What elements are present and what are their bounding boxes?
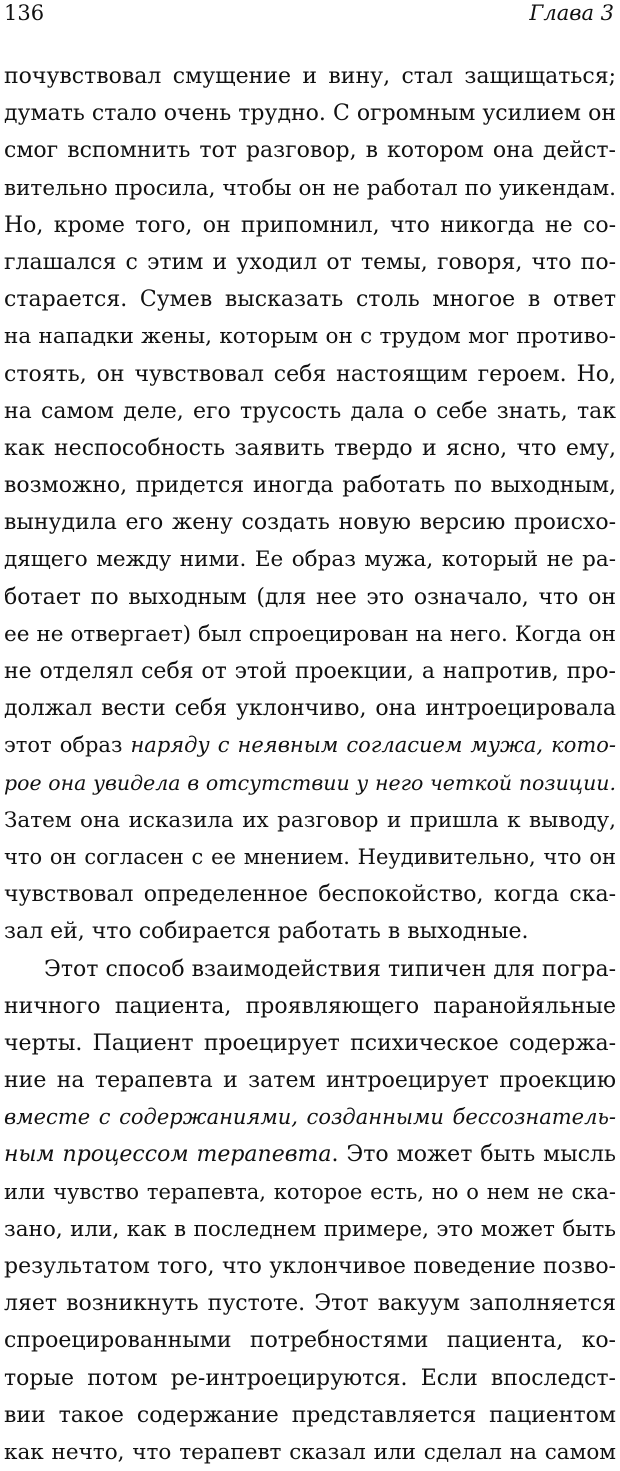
text-line bbox=[4, 170, 616, 207]
text-line bbox=[4, 876, 616, 913]
text-run: черты. Пациент проецирует психическое содержа- bbox=[4, 1031, 616, 1056]
italic-text: ным процессом терапевта bbox=[4, 1142, 332, 1167]
page-number: 136 bbox=[4, 0, 44, 26]
text-run: Затем она исказила их разговор и пришла к выводу, bbox=[4, 808, 616, 833]
text-run: результатом того, что уклончивое поведение позво- bbox=[4, 1254, 616, 1279]
text-line bbox=[4, 281, 616, 318]
text-run: не отделял себя от этой проекции, а напротив, про- bbox=[4, 659, 616, 684]
text-line bbox=[4, 95, 616, 132]
text-line bbox=[4, 318, 616, 355]
text-run: торые потом ре-интроецируются. Если впоследст- bbox=[4, 1366, 616, 1391]
text-run: дящего между ними. Ее образ мужа, который не ра- bbox=[4, 547, 616, 572]
text-run: должал вести себя уклончиво, она интроецировала bbox=[4, 696, 616, 721]
text-line bbox=[4, 1322, 616, 1359]
text-run: старается. Сумев высказать столь многое в ответ bbox=[4, 287, 616, 312]
text-line bbox=[4, 1099, 616, 1136]
text-run: возможно, придется иногда работать по выходным, bbox=[4, 473, 616, 498]
text-run: ние на терапевта и затем интроецирует проекцию bbox=[4, 1068, 616, 1093]
text-line bbox=[4, 207, 616, 244]
text-run: зал ей, что собирается работать в выходные. bbox=[4, 919, 529, 944]
italic-text: вместе с содержаниями, созданными бессознатель- bbox=[4, 1105, 616, 1129]
text-run: ничного пациента, проявляющего паранойяльные bbox=[4, 994, 616, 1019]
text-line bbox=[4, 1136, 616, 1173]
text-line bbox=[4, 132, 616, 169]
italic-text: наряду с неявным согласием мужа, кото- bbox=[130, 733, 616, 757]
text-run: на самом деле, его трусость дала о себе знать, так bbox=[4, 399, 616, 424]
text-line bbox=[4, 839, 616, 876]
body-text bbox=[4, 58, 616, 1471]
text-line bbox=[4, 727, 616, 764]
text-line bbox=[4, 541, 616, 578]
text-run: Этот способ взаимодействия типичен для погра- bbox=[44, 957, 616, 982]
text-run: смог вспомнить тот разговор, в котором она дейст- bbox=[4, 138, 616, 163]
text-run: думать стало очень трудно. С огромным усилием он bbox=[4, 101, 616, 126]
text-line bbox=[4, 393, 616, 430]
text-line bbox=[4, 616, 616, 653]
text-run: . Это может быть мысль bbox=[332, 1142, 616, 1167]
text-line bbox=[4, 1248, 616, 1285]
paragraph bbox=[4, 58, 616, 951]
text-run: вынудила его жену создать новую версию происхо- bbox=[4, 510, 616, 535]
text-line bbox=[4, 1062, 616, 1099]
text-line bbox=[4, 1360, 616, 1397]
text-line bbox=[4, 765, 616, 802]
text-run: ее не отвергает) был спроецирован на него. Когда он bbox=[4, 622, 616, 647]
text-run: как нечто, что терапевт сказал или сделал на самом bbox=[4, 1440, 616, 1465]
italic-text: рое она увидела в отсутствии у него четкой позиции. bbox=[4, 771, 616, 795]
text-run: глашался с этим и уходил от темы, говоря, что по- bbox=[4, 250, 616, 275]
text-line bbox=[4, 244, 616, 281]
text-run: или чувство терапевта, которое есть, но о нем не ска- bbox=[4, 1180, 616, 1204]
text-run: вительно просила, чтобы он не работал по уикендам. bbox=[4, 176, 616, 201]
text-line bbox=[4, 653, 616, 690]
running-header bbox=[4, 0, 614, 30]
paragraph bbox=[4, 951, 616, 1471]
text-line bbox=[4, 1211, 616, 1248]
text-run: ботает по выходным (для нее это означало, что он bbox=[4, 585, 616, 610]
text-run: что он согласен с ее мнением. Неудивительно, что он bbox=[4, 845, 616, 869]
text-line bbox=[4, 1434, 616, 1471]
text-run: этот образ bbox=[4, 733, 130, 757]
text-run: спроецированными потребностями пациента, ко- bbox=[4, 1328, 616, 1353]
text-line bbox=[4, 58, 616, 95]
text-line bbox=[4, 504, 616, 541]
text-line bbox=[4, 802, 616, 839]
text-run: Но, кроме того, он припомнил, что никогда не со- bbox=[4, 213, 616, 238]
text-line bbox=[4, 1025, 616, 1062]
text-line bbox=[4, 356, 616, 393]
chapter-title: Глава 3 bbox=[529, 0, 614, 26]
text-line bbox=[4, 467, 616, 504]
text-line bbox=[4, 951, 616, 988]
text-run: как неспособность заявить твердо и ясно, что ему, bbox=[4, 436, 616, 461]
text-line bbox=[4, 1174, 616, 1211]
text-line bbox=[4, 430, 616, 467]
text-run: на нападки жены, которым он с трудом мог противо- bbox=[4, 324, 616, 349]
text-run: стоять, он чувствовал себя настоящим героем. Но, bbox=[4, 362, 616, 387]
text-line bbox=[4, 988, 616, 1025]
text-line bbox=[4, 690, 616, 727]
text-run: почувствовал смущение и вину, стал защищаться; bbox=[4, 64, 616, 89]
text-run: ляет возникнуть пустоте. Этот вакуум заполняется bbox=[4, 1291, 616, 1316]
text-line bbox=[4, 913, 616, 950]
text-line bbox=[4, 1285, 616, 1322]
text-run: чувствовал определенное беспокойство, когда ска- bbox=[4, 882, 616, 907]
text-run: зано, или, как в последнем примере, это может быть bbox=[4, 1217, 616, 1242]
text-run: вии такое содержание представляется пациентом bbox=[4, 1403, 616, 1428]
text-line bbox=[4, 1397, 616, 1434]
text-line bbox=[4, 579, 616, 616]
